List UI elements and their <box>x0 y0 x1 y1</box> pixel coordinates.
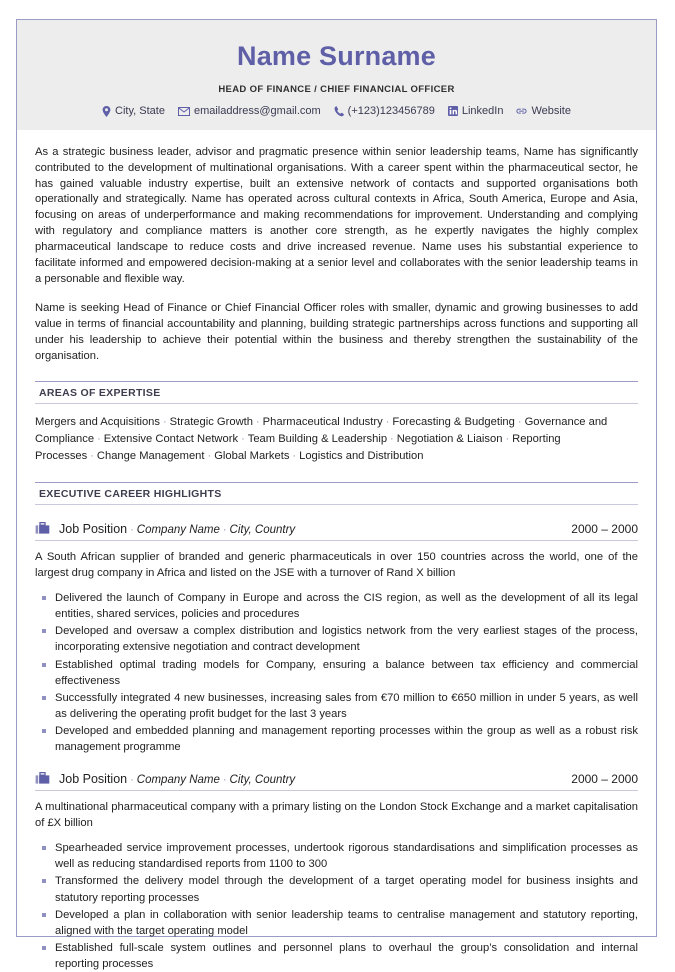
list-item: Developed and embedded planning and management reporting processes within the group as well as a robust risk management programme <box>35 723 638 755</box>
skill-item: Extensive Contact Network <box>103 433 239 446</box>
skill-item: Team Building & Leadership <box>247 433 388 446</box>
skill-separator: · <box>241 433 245 446</box>
skill-item: Change Management <box>96 450 205 463</box>
job-position: Job Position <box>59 772 128 787</box>
skill-separator: · <box>517 416 522 429</box>
profile-summary <box>35 145 638 365</box>
skill-separator: · <box>256 416 260 429</box>
job-dates: 2000 – 2000 <box>571 772 638 787</box>
list-item: Successfully integrated 4 new businesses, increasing sales from €70 million to €650 million in under 5 years, as well as delivering the operating profit budget for the last 3 years <box>35 690 638 722</box>
job-entry <box>35 772 638 972</box>
job-location: City, Country <box>229 524 296 537</box>
list-item: Developed and oversaw a complex distribution and logistics network from the very earliest stages of the process, incorporating extensive negotiation and contract development <box>35 623 638 655</box>
job-bullet-list <box>35 840 638 972</box>
meta-separator: · <box>222 774 227 787</box>
job-company: Company Name <box>136 524 220 537</box>
job-meta <box>59 772 561 786</box>
job-location: City, Country <box>229 774 296 787</box>
phone-icon <box>334 106 344 117</box>
job-meta <box>59 522 561 536</box>
list-item: Transformed the delivery model through the development of a target operating model for business insights and statutory reporting processes <box>35 873 638 905</box>
job-description: A South African supplier of branded and generic pharmaceuticals in over 150 countries across the world, one of the largest drug company in Africa and listed on the JSE with a turnover of Rand X billion <box>35 551 638 580</box>
skill-separator: · <box>390 433 394 446</box>
resume-header <box>17 20 656 130</box>
list-item: Established full-scale system outlines and personnel plans to overhaul the group’s consolidation and internal reporting processes <box>35 940 638 972</box>
list-item: Spearheaded service improvement processes, undertook rigorous standardisations and simplification processes as well as reducing standardised reports from 1100 to 300 <box>35 840 638 872</box>
skill-separator: · <box>163 416 167 429</box>
skill-item: Pharmaceutical Industry <box>262 416 383 429</box>
location-pin-icon <box>102 106 111 117</box>
list-item: Established optimal trading models for Company, ensuring a balance between tax efficiency and commercial effectiveness <box>35 657 638 689</box>
skill-item: Logistics and Distribution <box>299 450 424 463</box>
skill-separator: · <box>505 433 510 446</box>
briefcase-icon <box>35 772 50 786</box>
resume-content <box>17 145 656 972</box>
skill-separator: · <box>385 416 390 429</box>
list-item: Developed a plan in collaboration with senior leadership teams to centralise management and statutory reporting, aligned with the target operating model <box>35 907 638 939</box>
skill-item: Reporting Processes <box>35 433 561 463</box>
contact-label: Website <box>531 104 571 117</box>
section-heading-areas-of-expertise: AREAS OF EXPERTISE <box>35 381 638 404</box>
job-description: A multinational pharmaceutical company with a primary listing on the London Stock Exchange and a market capitalisation of £X billion <box>35 801 638 830</box>
skill-item: Strategic Growth <box>169 416 253 429</box>
meta-separator: · <box>222 524 227 537</box>
skill-item: Negotiation & Liaison <box>396 433 503 446</box>
skill-separator: · <box>97 433 101 446</box>
job-position: Job Position <box>59 522 128 537</box>
skill-separator: · <box>90 450 94 463</box>
section-heading-executive-career-highlights: EXECUTIVE CAREER HIGHLIGHTS <box>35 482 638 505</box>
job-header <box>35 522 638 541</box>
contact-item[interactable] <box>448 106 504 117</box>
contact-label: (+123)123456789 <box>347 104 435 117</box>
linkedin-icon <box>448 106 458 116</box>
page-title: Name Surname <box>237 41 436 71</box>
profile-paragraph: As a strategic business leader, advisor and pragmatic presence within senior leadership teams, Name has significantly contributed to the development of multinational organisations. With a career spent within the pharmaceutical sector, he has gained valuable industry expertise, built an extensive network of contacts and supported organisations both operationally and strategically. Name has operated across cultural contexts in Africa, South America, Europe and Asia, focusing on areas of underperformance and making recommendations for improvement. Understanding and complying with regulatory and compliance matters is another core strength, as he expertly navigates the highly complex pharmaceutical landscape to reduce costs and drive increased revenue. Name uses his substantial experience to facilitate informed and empowered decision-making at a senior level and collaborates with the senior leadership teams in a personable and flexible way. <box>35 145 638 285</box>
skills-list <box>35 414 638 465</box>
contact-item[interactable] <box>516 106 571 117</box>
profile-paragraph: Name is seeking Head of Finance or Chief Financial Officer roles with smaller, dynamic and growing businesses to add value in terms of financial accountability and planning, building strategic partnerships across functions and supporting all under his leadership to achieve their potential within the business and thereby strengthen the sustainability of the organisation. <box>35 301 638 362</box>
skill-item: Global Markets <box>214 450 290 463</box>
skill-item: Forecasting & Budgeting <box>392 416 515 429</box>
contact-item[interactable] <box>334 106 435 117</box>
job-company: Company Name <box>136 774 220 787</box>
link-icon <box>516 107 527 116</box>
envelope-icon <box>178 107 190 116</box>
contact-label: LinkedIn <box>461 104 504 117</box>
briefcase-icon <box>35 522 50 536</box>
list-item: Delivered the launch of Company in Europe and across the CIS region, as well as the development of all its legal entities, shared services, policies and procedures <box>35 590 638 622</box>
contact-label: City, State <box>115 104 165 117</box>
skill-item: Mergers and Acquisitions <box>35 416 160 429</box>
header-job-title: HEAD OF FINANCE / CHIEF FINANCIAL OFFICER <box>218 83 455 95</box>
job-list <box>35 522 638 972</box>
skill-item: Governance and Compliance <box>35 416 608 446</box>
resume-page <box>16 19 657 971</box>
contact-bar <box>35 106 638 117</box>
job-header <box>35 772 638 791</box>
contact-item[interactable] <box>102 106 165 117</box>
job-bullet-list <box>35 590 638 755</box>
skill-separator: · <box>292 450 297 463</box>
skill-separator: · <box>207 450 212 463</box>
contact-item[interactable] <box>178 106 321 117</box>
contact-label: emailaddress@gmail.com <box>193 104 321 117</box>
job-dates: 2000 – 2000 <box>571 522 638 537</box>
meta-separator: · <box>130 774 134 787</box>
meta-separator: · <box>130 524 134 537</box>
job-entry <box>35 522 638 755</box>
